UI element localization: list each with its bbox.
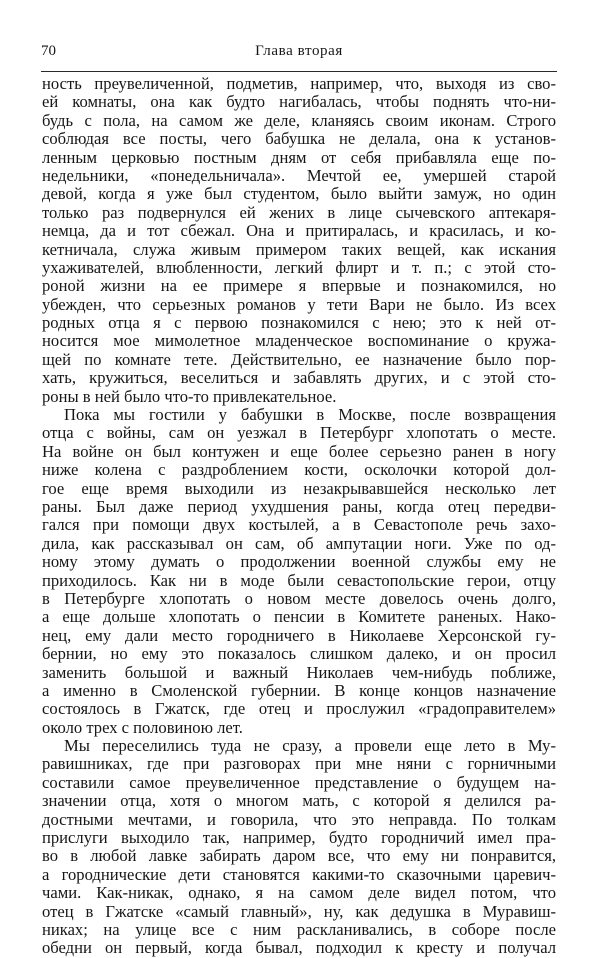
- text-line: ей комнаты, она как будто нагибалась, чтобы поднять что-ни-: [42, 93, 556, 112]
- text-line: во в любой лавке забирать даром все, что ему ни понравится,: [42, 847, 556, 866]
- text-line: недельники, «понедельничала». Мечтой ее, умершей старой: [42, 166, 556, 185]
- text-line: равишниках, где при разговорах при мне няни с горничными: [42, 755, 556, 774]
- text-line: только раз подвернулся ей жених в лице сычевского аптекаря-: [42, 203, 556, 222]
- text-line: составили самое преувеличенное представление о будущем на-: [42, 773, 556, 792]
- text-line: дила, как рассказывал он сам, об ампутации ноги. Уже по од-: [42, 534, 556, 553]
- text-line: никах; на улице все с ним раскланивались, в соборе после: [42, 920, 556, 939]
- text-line: достными мечтами, и говорила, что это неправда. По толкам: [42, 810, 556, 829]
- text-line: ниже колена с раздроблением кости, осколочки которой дол-: [42, 461, 556, 480]
- text-line: хать, кружиться, веселиться и забавлять других, и с этой сто-: [42, 369, 556, 388]
- text-line: щей по комнате тете. Действительно, ее назначение было пор-: [42, 350, 556, 369]
- text-line: будь с пола, на самом же деле, кланяясь своим иконам. Строго: [42, 111, 556, 130]
- text-line: немца, да и тот сбежал. Она и притиралась, и красилась, и ко-: [42, 222, 556, 241]
- text-line: отец в Гжатске «самый главный», ну, как дедушка в Муравиш-: [42, 902, 556, 921]
- text-line: значении отца, хотя о многом мать, с которой я делился ра-: [42, 792, 556, 811]
- text-line: заменить большой и важный Николаев чем-нибудь поближе,: [42, 663, 556, 682]
- running-header: [41, 40, 557, 62]
- text-line: ность преувеличенной, подметив, например, что, выходя из сво-: [42, 75, 556, 93]
- text-line: кетничала, служа живым примером таких вещей, как искания: [42, 240, 556, 259]
- chapter-title: Глава вторая: [255, 43, 343, 59]
- text-line: ленным церковью постным дням от себя прибавляла еще по-: [42, 148, 556, 167]
- paragraph: [42, 406, 556, 737]
- text-line: прислуги выходило так, например, будто городничий имел пра-: [42, 829, 556, 848]
- text-line: убежден, что серьезных романов у тети Вари не было. Из всех: [42, 295, 556, 314]
- text-line: а именно в Смоленской губернии. В конце концов назначение: [42, 681, 556, 700]
- text-line: ному этому думать о продолжении военной службы ему не: [42, 553, 556, 572]
- text-line: а еще дольше хлопотать о пенсии в Комитете раненых. Нако-: [42, 608, 556, 627]
- text-line: гое еще время выходили из незакрывавшейся несколько лет: [42, 479, 556, 498]
- body-text: [42, 75, 556, 958]
- text-line: родных отца я с первою познакомился с нею; это к ней от-: [42, 314, 556, 333]
- text-line: роной жизни на ее примере я впервые и познакомился, но: [42, 277, 556, 296]
- text-line: раны. Был даже период ухудшения раны, когда отец передви-: [42, 497, 556, 516]
- text-line: обедни он первый, когда бывал, подходил к кресту и получал: [42, 939, 556, 958]
- text-line: На войне он был контужен и еще более серьезно ранен в ногу: [42, 442, 556, 461]
- text-line: а городнические дети становятся какими-то сказочными царевич-: [42, 865, 556, 884]
- text-line: бернии, но ему это показалось слишком далеко, и он просил: [42, 645, 556, 664]
- text-line: приходилось. Как ни в моде были севастопольские герои, отцу: [42, 571, 556, 590]
- page-number: 70: [41, 43, 56, 59]
- text-line: в Петербурге хлопотать о новом месте довелось очень долго,: [42, 589, 556, 608]
- text-line: девой, когда я уже был студентом, было выйти замуж, но один: [42, 185, 556, 204]
- text-line: носится мое мимолетное младенческое воспоминание о кружа-: [42, 332, 556, 351]
- text-line: состоялось в Гжатск, где отец и прослужил «градоправителем»: [42, 700, 556, 719]
- header-rule: [41, 71, 557, 72]
- text-line: около трех с половиною лет.: [42, 718, 243, 737]
- text-line: гался при помощи двух костылей, а в Севастополе речь захо-: [42, 516, 556, 535]
- text-line: ухаживателей, влюбленности, легкий флирт и т. п.; с этой сто-: [42, 258, 556, 277]
- text-line: чами. Как-никак, однако, я на самом деле видел потом, что: [42, 884, 556, 903]
- text-line: Мы переселились туда не сразу, а провели еще лето в Му-: [64, 737, 556, 756]
- paragraph: [42, 75, 556, 406]
- text-line: нец, ему дали место городничего в Николаеве Херсонской гу-: [42, 626, 556, 645]
- text-line: отца с войны, сам он уезжал в Петербург хлопотать о месте.: [42, 424, 556, 443]
- text-line: роны в ней было что-то привлекательное.: [42, 387, 337, 406]
- paragraph: [42, 737, 556, 958]
- text-line: Пока мы гостили у бабушки в Москве, после возвращения: [64, 406, 556, 425]
- text-line: соблюдая все посты, чего бабушка не делала, она к установ-: [42, 130, 556, 149]
